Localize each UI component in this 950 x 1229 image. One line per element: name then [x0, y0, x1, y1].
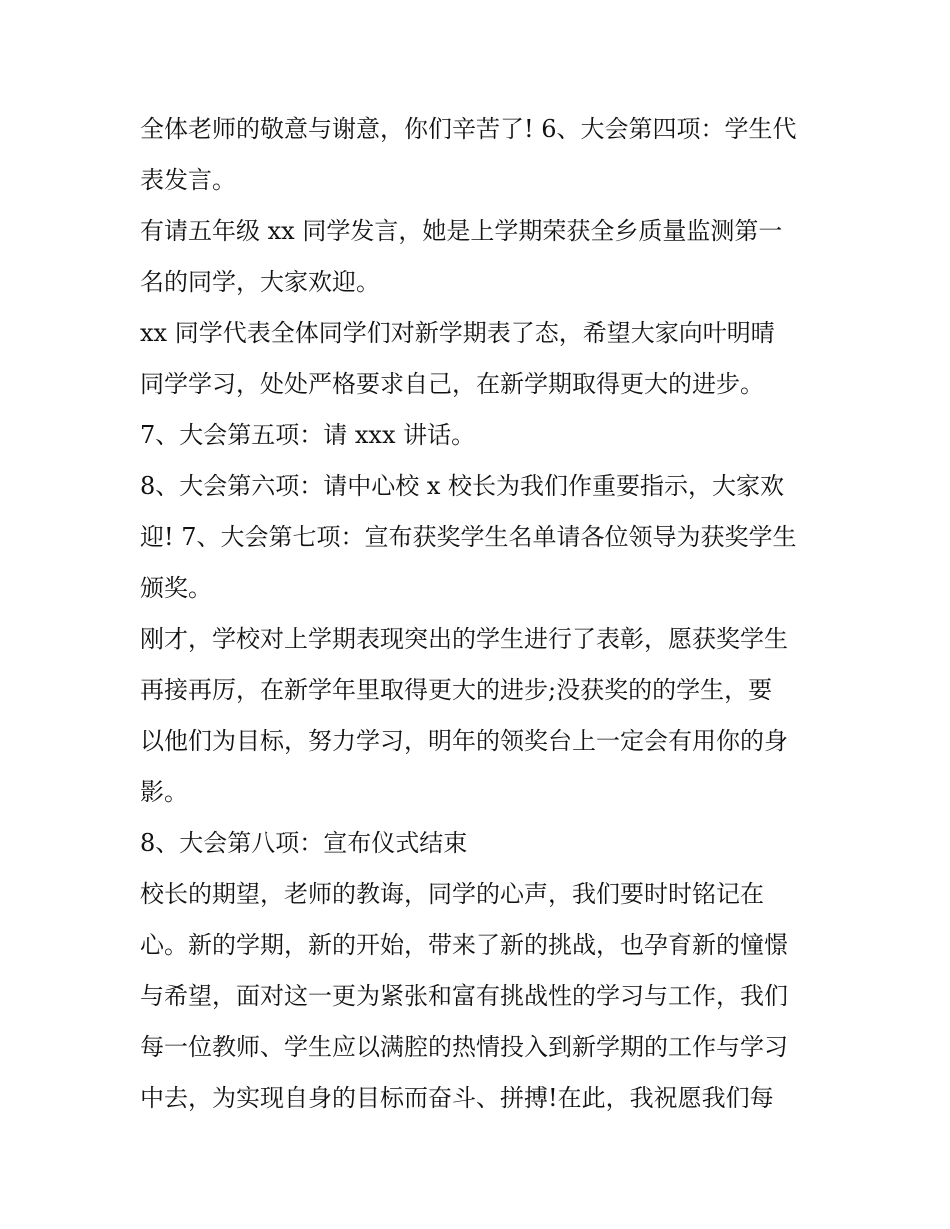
text-line: 颁奖。 [140, 574, 212, 602]
text-line: 迎! 7、大会第七项：宣布获奖学生名单请各位领导为获奖学生 [140, 523, 797, 551]
text-line: 以他们为目标，努力学习，明年的领奖台上一定会有用你的身 [140, 727, 788, 755]
text-line: 再接再厉，在新学年里取得更大的进步;没获奖的的学生，要 [140, 676, 773, 704]
document-body-text [140, 104, 820, 1124]
text-line: xx 同学代表全体同学们对新学期表了态，希望大家向叶明晴 [140, 319, 775, 347]
text-line: 影。 [140, 778, 188, 806]
text-line: 每一位教师、学生应以满腔的热情投入到新学期的工作与学习 [140, 1033, 788, 1061]
text-line: 刚才，学校对上学期表现突出的学生进行了表彰，愿获奖学生 [140, 625, 788, 653]
text-line: 8、大会第六项：请中心校 x 校长为我们作重要指示，大家欢 [140, 472, 785, 500]
text-line: 表发言。 [140, 166, 236, 194]
text-line: 8、大会第八项：宣布仪式结束 [140, 829, 468, 857]
text-line: 校长的期望，老师的教诲，同学的心声，我们要时时铭记在 [140, 880, 764, 908]
text-line: 同学学习，处处严格要求自己，在新学期取得更大的进步。 [140, 370, 764, 398]
text-line: 心。新的学期，新的开始，带来了新的挑战，也孕育新的憧憬 [140, 931, 788, 959]
text-line: 7、大会第五项：请 xxx 讲话。 [140, 421, 476, 449]
text-line: 与希望，面对这一更为紧张和富有挑战性的学习与工作，我们 [140, 982, 788, 1010]
text-line: 中去，为实现自身的目标而奋斗、拼搏!在此，我祝愿我们每 [140, 1084, 774, 1112]
text-line: 名的同学，大家欢迎。 [140, 268, 380, 296]
text-line: 全体老师的敬意与谢意，你们辛苦了! 6、大会第四项：学生代 [140, 115, 797, 143]
text-line: 有请五年级 xx 同学发言，她是上学期荣获全乡质量监测第一 [140, 217, 783, 245]
